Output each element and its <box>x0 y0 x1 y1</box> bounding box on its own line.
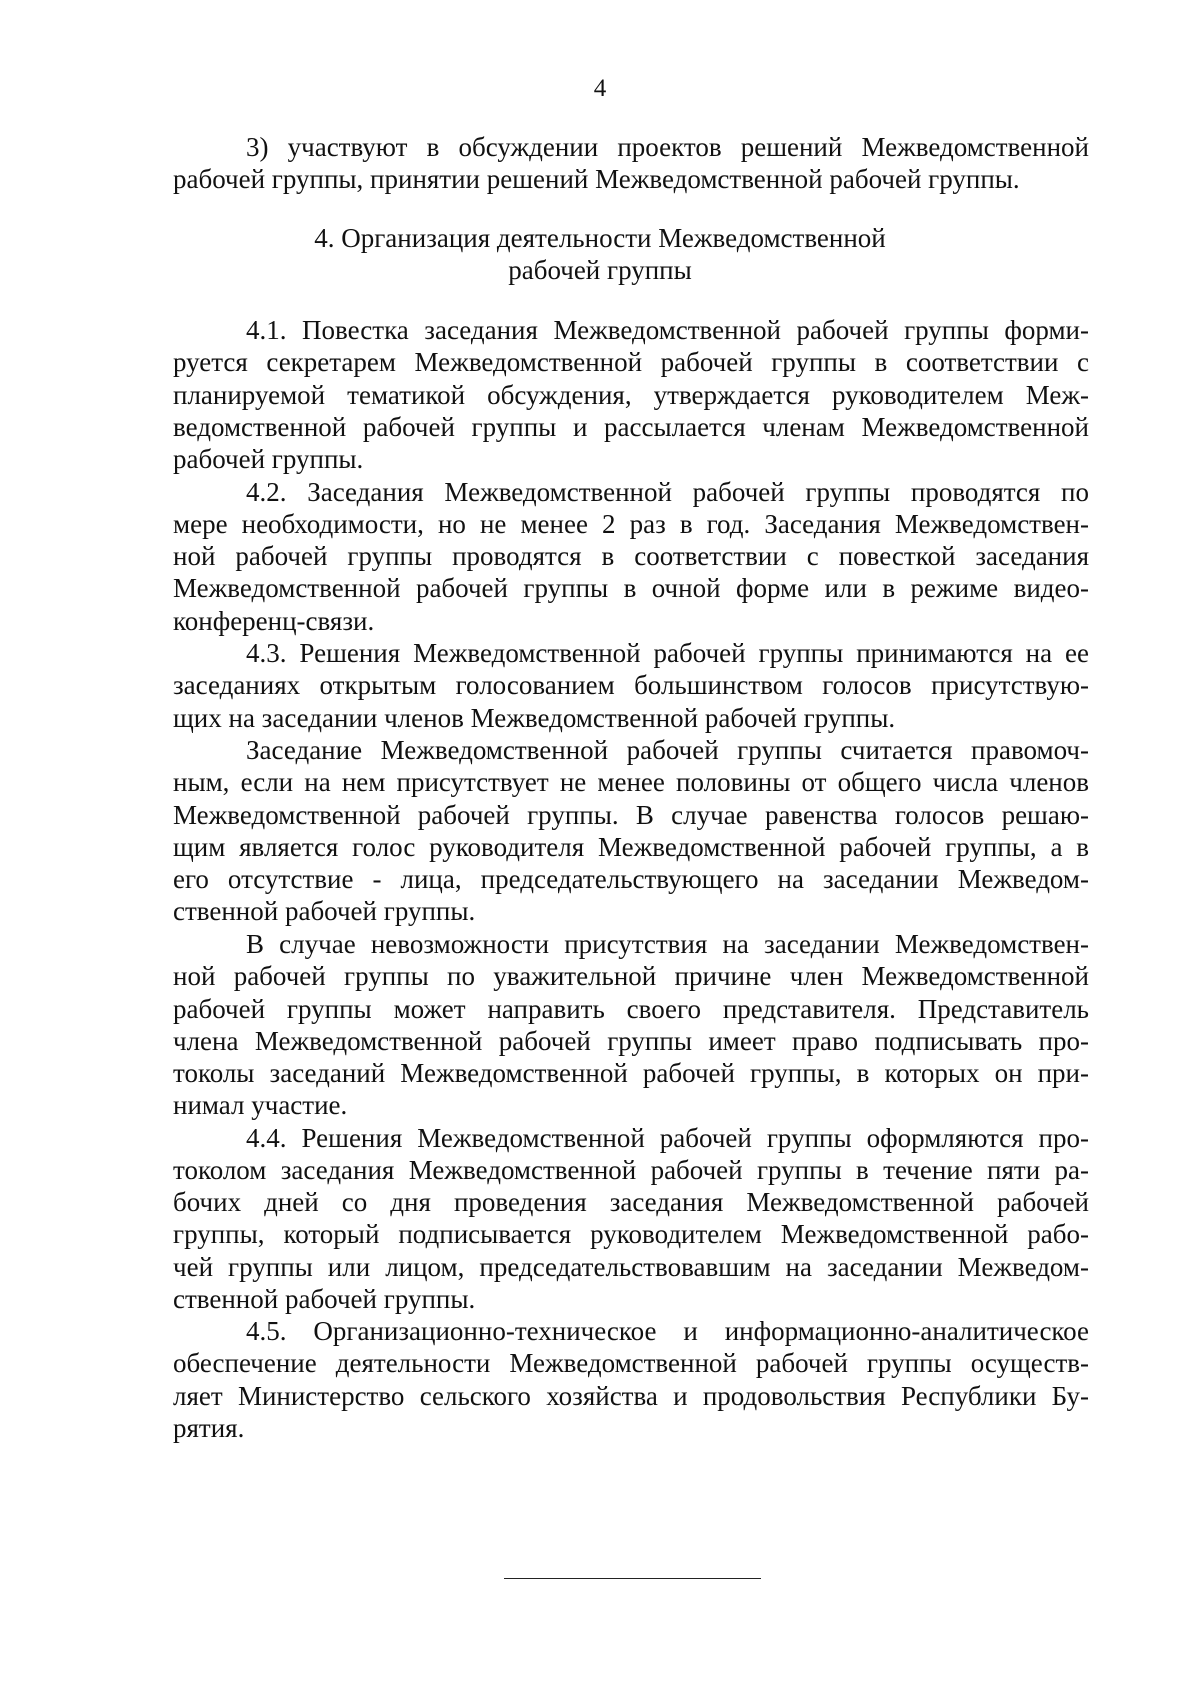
paragraph-line: ной рабочей группы проводятся в соответствии с повесткой заседания <box>173 541 1089 572</box>
paragraph-line: рятия. <box>173 1412 245 1443</box>
paragraph-item-3 <box>173 131 1089 196</box>
paragraph-4-4 <box>173 1122 1089 1316</box>
paragraph-line: ной рабочей группы по уважительной причине член Межведомственной <box>173 961 1089 992</box>
paragraph-line: 4.4. Решения Межведомственной рабочей группы оформляются про- <box>246 1122 1089 1153</box>
paragraph-representative <box>173 928 1089 1122</box>
paragraph-line: мере необходимости, но не менее 2 раз в год. Заседания Межведомствен- <box>173 508 1089 539</box>
section-heading <box>0 222 1200 287</box>
section-heading-line: рабочей группы <box>508 255 692 286</box>
paragraph-line: бочих дней со дня проведения заседания Межведомственной рабочей <box>173 1187 1089 1218</box>
paragraph-line: Заседание Межведомственной рабочей группы считается правомоч- <box>246 735 1089 765</box>
paragraph-line: обеспечение деятельности Межведомственной рабочей группы осуществ- <box>173 1348 1089 1379</box>
paragraph-quorum <box>173 734 1089 928</box>
section-heading-line: 4. Организация деятельности Межведомственной <box>314 223 886 253</box>
paragraph-4-5 <box>173 1315 1089 1444</box>
paragraph-line: рабочей группы, принятии решений Межведомственной рабочей группы. <box>173 164 1020 195</box>
paragraph-4-3 <box>173 637 1089 734</box>
paragraph-line: 4.5. Организационно-техническое и информационно-аналитическое <box>246 1316 1089 1346</box>
paragraph-line: члена Межведомственной рабочей группы имеет право подписывать про- <box>173 1025 1089 1056</box>
end-of-document-rule <box>504 1578 761 1579</box>
paragraph-line: группы, который подписывается руководителем Межведомственной рабо- <box>173 1219 1089 1250</box>
paragraph-line: щим является голос руководителя Межведомственной рабочей группы, а в <box>173 831 1089 862</box>
paragraph-line: ственной рабочей группы. <box>173 1283 476 1314</box>
paragraph-line: ственной рабочей группы. <box>173 896 476 927</box>
page-number: 4 <box>593 75 607 102</box>
paragraph-4-1 <box>173 314 1089 475</box>
paragraph-line: В случае невозможности присутствия на заседании Межведомствен- <box>246 929 1089 959</box>
paragraph-line: токолом заседания Межведомственной рабочей группы в течение пяти ра- <box>173 1154 1089 1185</box>
paragraph-line: конференц-связи. <box>173 605 375 636</box>
paragraph-line: рабочей группы. <box>173 444 364 475</box>
paragraph-line: Межведомственной рабочей группы в очной форме или в режиме видео- <box>173 573 1089 604</box>
paragraph-line: планируемой тематикой обсуждения, утверждается руководителем Меж- <box>173 379 1089 410</box>
paragraph-4-2 <box>173 476 1089 637</box>
paragraph-line: 4.2. Заседания Межведомственной рабочей группы проводятся по <box>246 476 1089 507</box>
paragraph-line: руется секретарем Межведомственной рабочей группы в соответствии с <box>173 347 1089 378</box>
paragraph-line: рабочей группы может направить своего представителя. Представитель <box>173 993 1089 1024</box>
paragraph-line: его отсутствие - лица, председательствующего на заседании Межведом- <box>173 864 1089 895</box>
paragraph-line: ляет Министерство сельского хозяйства и продовольствия Республики Бу- <box>173 1380 1089 1411</box>
paragraph-line: нимал участие. <box>173 1090 348 1121</box>
paragraph-line: 4.3. Решения Межведомственной рабочей группы принимаются на ее <box>246 638 1089 668</box>
paragraph-line: токолы заседаний Межведомственной рабочей группы, в которых он при- <box>173 1058 1089 1089</box>
paragraph-line: ным, если на нем присутствует не менее половины от общего числа членов <box>173 767 1089 798</box>
paragraph-line: заседаниях открытым голосованием большинством голосов присутствую- <box>173 670 1089 701</box>
paragraph-line: ведомственной рабочей группы и рассылается членам Межведомственной <box>173 411 1089 442</box>
paragraph-line: чей группы или лицом, председательствовавшим на заседании Межведом- <box>173 1251 1089 1282</box>
paragraph-line: 4.1. Повестка заседания Межведомственной рабочей группы форми- <box>246 315 1089 345</box>
paragraph-line: щих на заседании членов Межведомственной рабочей группы. <box>173 702 896 733</box>
paragraph-line: Межведомственной рабочей группы. В случае равенства голосов решаю- <box>173 799 1089 830</box>
paragraph-line: 3) участвуют в обсуждении проектов решений Межведомственной <box>246 132 1089 162</box>
